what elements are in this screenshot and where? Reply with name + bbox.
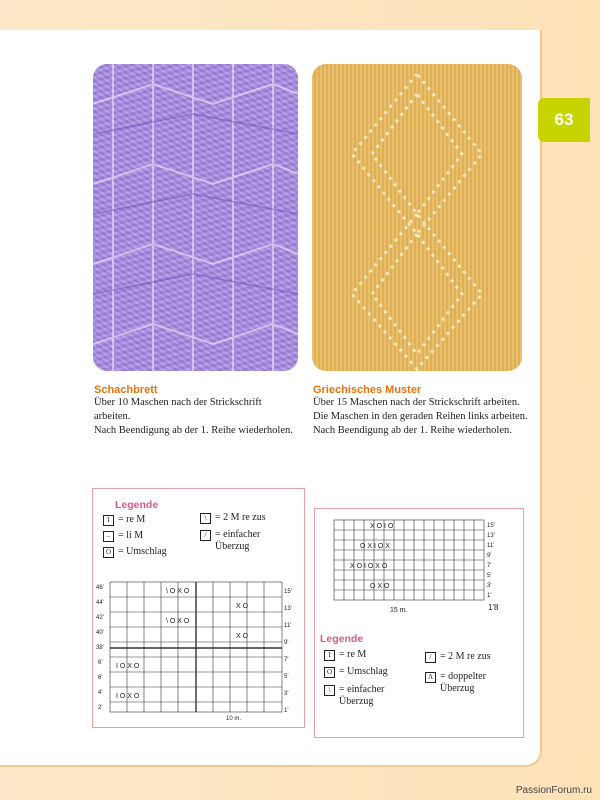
row-label: 11'	[487, 543, 495, 549]
pattern-title-schachbrett: Schachbrett	[94, 384, 158, 396]
legend-item-re-m: I = re M	[103, 514, 145, 526]
legend-item-re-m: I = re M	[324, 649, 366, 661]
row-label: 40'	[96, 630, 104, 636]
svg-text:O X I O X: O X I O X	[360, 543, 390, 550]
svg-text:X O: X O	[236, 603, 249, 610]
k2tog-symbol: /	[425, 652, 436, 663]
legend-title-right: Legende	[320, 633, 364, 645]
yarn-over-symbol: O	[324, 667, 335, 678]
svg-text:I O X O: I O X O	[116, 663, 140, 670]
svg-text:X O I O X O: X O I O X O	[350, 563, 388, 570]
row-label: 7'	[487, 563, 492, 569]
side-label: 1'8	[488, 603, 499, 612]
knit-swatch-schachbrett	[93, 64, 298, 371]
knitting-chart-griechisch	[330, 518, 510, 618]
svg-text:O X O: O X O	[370, 583, 390, 590]
knit-swatch-griechisch	[312, 64, 522, 371]
row-label: 11'	[284, 623, 292, 629]
k2tog-symbol: \	[200, 513, 211, 524]
legend-item-2m-re-zus: \ = 2 M re zus	[200, 512, 266, 524]
row-label: 42'	[96, 615, 104, 621]
svg-text:\ O X O: \ O X O	[166, 588, 190, 595]
row-label: 5'	[487, 573, 492, 579]
row-label: 6'	[98, 660, 103, 666]
row-label: 13'	[284, 606, 292, 612]
purl-stitch-symbol: –	[103, 531, 114, 542]
row-label: 38'	[96, 645, 104, 651]
row-label: 5'	[284, 674, 289, 680]
knit-stitch-symbol: I	[103, 515, 114, 526]
row-label: 4'	[98, 690, 103, 696]
lace-pattern-purple	[93, 64, 298, 371]
row-label: 2'	[98, 705, 103, 711]
row-label: 46'	[96, 585, 104, 591]
knit-stitch-symbol: I	[324, 650, 335, 661]
row-label: 6'	[98, 675, 103, 681]
svg-text:X O: X O	[236, 633, 249, 640]
width-label: 10 m.	[226, 716, 242, 720]
pattern-title-griechisch: Griechisches Muster	[313, 384, 422, 396]
width-label: 15 m.	[390, 607, 408, 614]
pattern-description-schachbrett: Über 10 Maschen nach der Strickschrift arbeiten. Nach Beendigung ab der 1. Reihe wiederholen.	[94, 397, 293, 436]
skpo-symbol: \	[324, 685, 335, 696]
row-label: 15'	[487, 523, 495, 529]
page-number: 63	[538, 98, 590, 142]
legend-title-left: Legende	[115, 499, 159, 511]
row-label: 9'	[284, 640, 289, 646]
legend-item-doppelter-ueberzug: Λ = doppelter Überzug	[425, 671, 486, 695]
skpo-symbol: /	[200, 530, 211, 541]
legend-item-umschlag: O = Umschlag	[324, 666, 388, 678]
yarn-over-symbol: O	[103, 547, 114, 558]
legend-item-2m-re-zus: / = 2 M re zus	[425, 651, 491, 663]
pattern-description-griechisch: Über 15 Maschen nach der Strickschrift arbeiten. Die Maschen in den geraden Reihen links arbeiten. Nach Beendigung ab der 1. Reihe wiederholen.	[313, 397, 528, 436]
row-label: 1'	[487, 593, 492, 599]
row-label: 3'	[487, 583, 492, 589]
legend-item-li-m: – = li M	[103, 530, 143, 542]
legend-item-umschlag: O = Umschlag	[103, 546, 167, 558]
knitting-chart-schachbrett	[96, 580, 300, 720]
row-label: 15'	[284, 589, 292, 595]
lace-pattern-yellow	[312, 64, 522, 371]
row-label: 1'	[284, 708, 289, 714]
double-decrease-symbol: Λ	[425, 672, 436, 683]
svg-text:I O X O: I O X O	[116, 693, 140, 700]
watermark: PassionForum.ru	[515, 785, 592, 796]
row-label: 9'	[487, 553, 492, 559]
legend-item-einfacher-ueberzug: / = einfacher Überzug	[200, 529, 260, 553]
row-label: 44'	[96, 600, 104, 606]
row-label: 3'	[284, 691, 289, 697]
legend-item-einfacher-ueberzug: \ = einfacher Überzug	[324, 684, 384, 708]
svg-text:\ O X O: \ O X O	[166, 618, 190, 625]
row-label: 7'	[284, 657, 289, 663]
svg-text:X O I O: X O I O	[370, 523, 394, 530]
row-label: 13'	[487, 533, 495, 539]
